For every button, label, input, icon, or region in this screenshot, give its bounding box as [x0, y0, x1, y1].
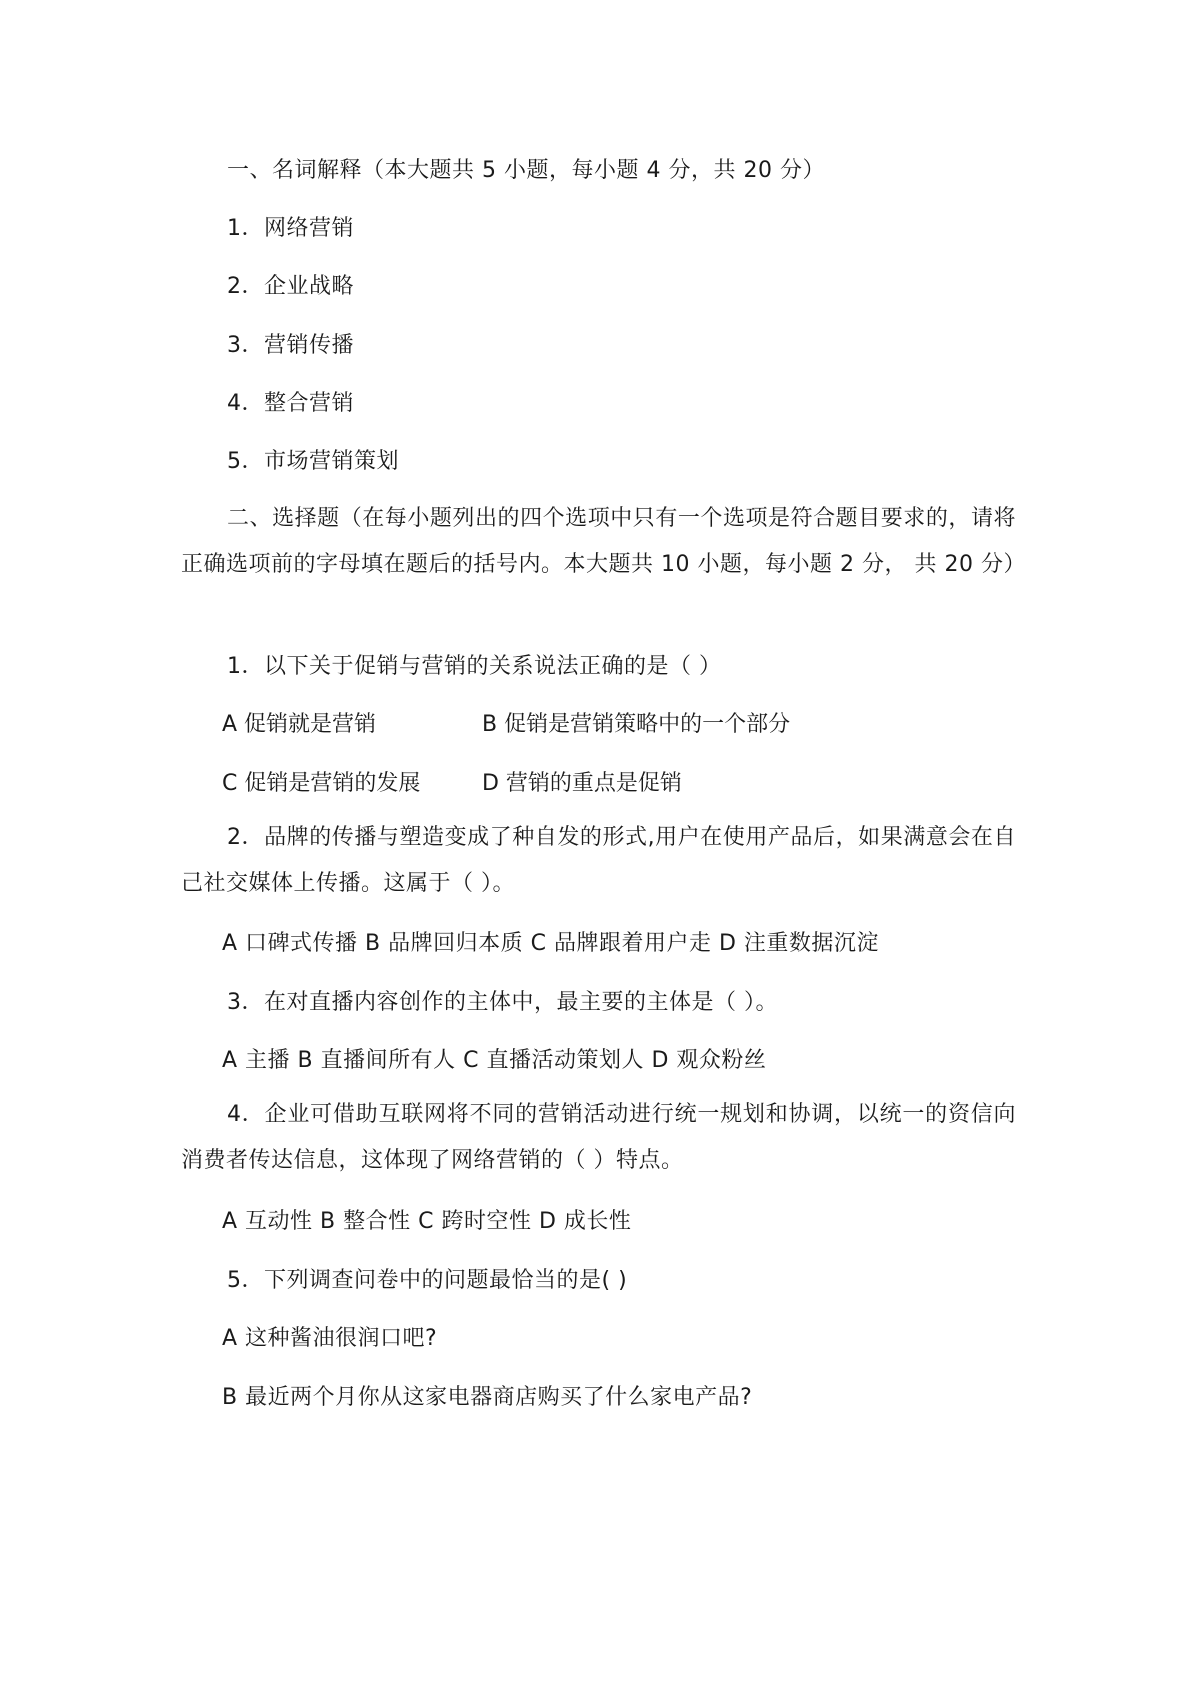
question-2-stem: 2．品牌的传播与塑造变成了种自发的形式,用户在使用产品后，如果满意会在自己社交媒体上传播。这属于（ ）。: [181, 825, 1016, 896]
question-1-options-row-2: [222, 769, 682, 799]
question-1-stem: 1．以下关于促销与营销的关系说法正确的是（ ）: [227, 654, 722, 679]
section-2-heading: 二、选择题（在每小题列出的四个选项中只有一个选项是符合题目要求的，请将正确选项前的字母填在题后的括号内。本大题共 10 小题，每小题 2 分， 共 20 分）: [181, 506, 1026, 577]
question-1-options-row-1: [222, 710, 790, 740]
question-1-option-d: D 营销的重点是促销: [482, 771, 682, 796]
question-3-stem: 3．在对直播内容创作的主体中，最主要的主体是（ ）。: [227, 990, 778, 1015]
question-1-option-b: B 促销是营销策略中的一个部分: [482, 712, 791, 737]
term-item-5: 5．市场营销策划: [227, 449, 399, 474]
question-5-option-b: B 最近两个月你从这家电器商店购买了什么家电产品?: [222, 1385, 753, 1410]
term-item-4: 4．整合营销: [227, 391, 354, 416]
term-item-2: 2．企业战略: [227, 274, 354, 299]
question-1-option-c: C 促销是营销的发展: [222, 771, 421, 796]
question-5-option-a: A 这种酱油很润口吧?: [222, 1326, 438, 1351]
question-2-options: A 口碑式传播 B 品牌回归本质 C 品牌跟着用户走 D 注重数据沉淀: [222, 931, 879, 956]
question-4-stem: 4．企业可借助互联网将不同的营销活动进行统一规划和协调，以统一的资信向消费者传达信息，这体现了网络营销的（ ）特点。: [181, 1102, 1016, 1173]
question-1-option-a: A 促销就是营销: [222, 712, 377, 737]
term-item-1: 1．网络营销: [227, 216, 354, 241]
section-1-heading: 一、名词解释（本大题共 5 小题，每小题 4 分，共 20 分）: [227, 158, 825, 183]
question-5-stem: 5．下列调查问卷中的问题最恰当的是( ): [227, 1268, 628, 1293]
question-3-options: A 主播 B 直播间所有人 C 直播活动策划人 D 观众粉丝: [222, 1048, 767, 1073]
question-4-options: A 互动性 B 整合性 C 跨时空性 D 成长性: [222, 1209, 632, 1234]
term-item-3: 3．营销传播: [227, 333, 354, 358]
